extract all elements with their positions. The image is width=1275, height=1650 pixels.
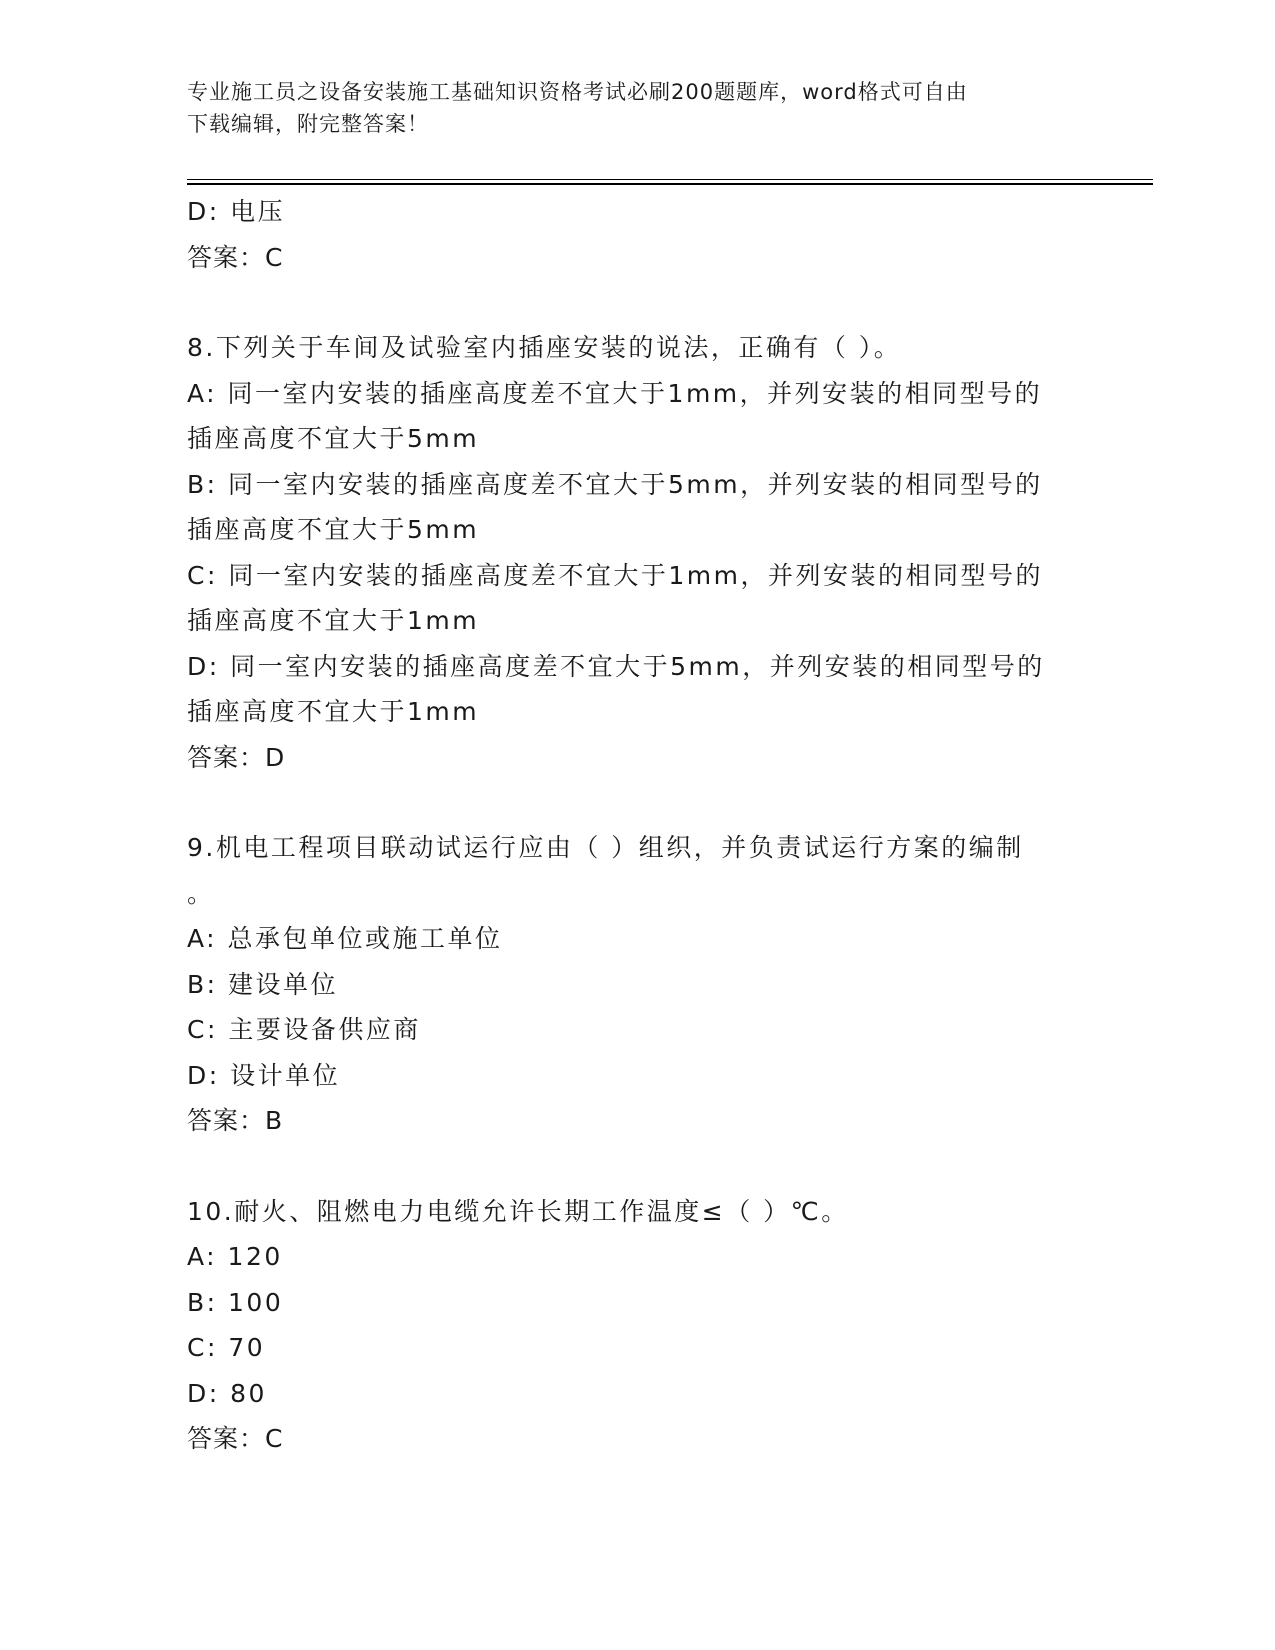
option-text: 插座高度不宜大于1mm bbox=[187, 697, 480, 726]
header-divider bbox=[187, 183, 1153, 185]
option-text: 插座高度不宜大于1mm bbox=[187, 606, 480, 635]
question-block bbox=[187, 825, 1077, 1144]
option-text: A: 120 bbox=[187, 1242, 283, 1271]
header-divider bbox=[187, 179, 1153, 180]
question-list bbox=[187, 189, 1077, 1462]
header-line: 专业施工员之设备安装施工基础知识资格考试必刷200题题库，word格式可自由 bbox=[187, 80, 968, 104]
option-text: A: 同一室内安装的插座高度差不宜大于1mm，并列安装的相同型号的 bbox=[187, 378, 1043, 408]
option-text: C: 主要设备供应商 bbox=[187, 1015, 421, 1044]
option-text: A: 总承包单位或施工单位 bbox=[187, 924, 503, 953]
option-text: D: 80 bbox=[187, 1378, 267, 1408]
option-text: B: 同一室内安装的插座高度差不宜大于5mm，并列安装的相同型号的 bbox=[187, 469, 1043, 499]
question-block bbox=[187, 325, 1077, 780]
option-text: B: 建设单位 bbox=[187, 969, 339, 999]
option-text: C: 同一室内安装的插座高度差不宜大于1mm，并列安装的相同型号的 bbox=[187, 560, 1043, 590]
question-stem: 。 bbox=[187, 878, 215, 908]
option-text: D: 电压 bbox=[187, 197, 286, 226]
question-block bbox=[187, 1189, 1077, 1462]
answer-text: 答案：C bbox=[187, 1424, 284, 1453]
option-text: 插座高度不宜大于5mm bbox=[187, 424, 480, 453]
option-text: 插座高度不宜大于5mm bbox=[187, 515, 480, 544]
question-stem: 8.下列关于车间及试验室内插座安装的说法，正确有（ ）。 bbox=[187, 333, 902, 362]
question-stem: 9.机电工程项目联动试运行应由（ ）组织，并负责试运行方案的编制 bbox=[187, 833, 1024, 862]
option-text: D: 设计单位 bbox=[187, 1060, 341, 1090]
question-stem: 10.耐火、阻燃电力电缆允许长期工作温度≤（ ）℃。 bbox=[187, 1196, 849, 1226]
header-line: 下载编辑，附完整答案！ bbox=[187, 112, 429, 136]
option-text: D: 同一室内安装的插座高度差不宜大于5mm，并列安装的相同型号的 bbox=[187, 651, 1045, 681]
answer-text: 答案：C bbox=[187, 242, 284, 272]
option-text: B: 100 bbox=[187, 1287, 284, 1317]
answer-text: 答案：D bbox=[187, 742, 286, 772]
option-text: C: 70 bbox=[187, 1333, 266, 1362]
document-header bbox=[187, 76, 1077, 140]
answer-text: 答案：B bbox=[187, 1106, 284, 1135]
